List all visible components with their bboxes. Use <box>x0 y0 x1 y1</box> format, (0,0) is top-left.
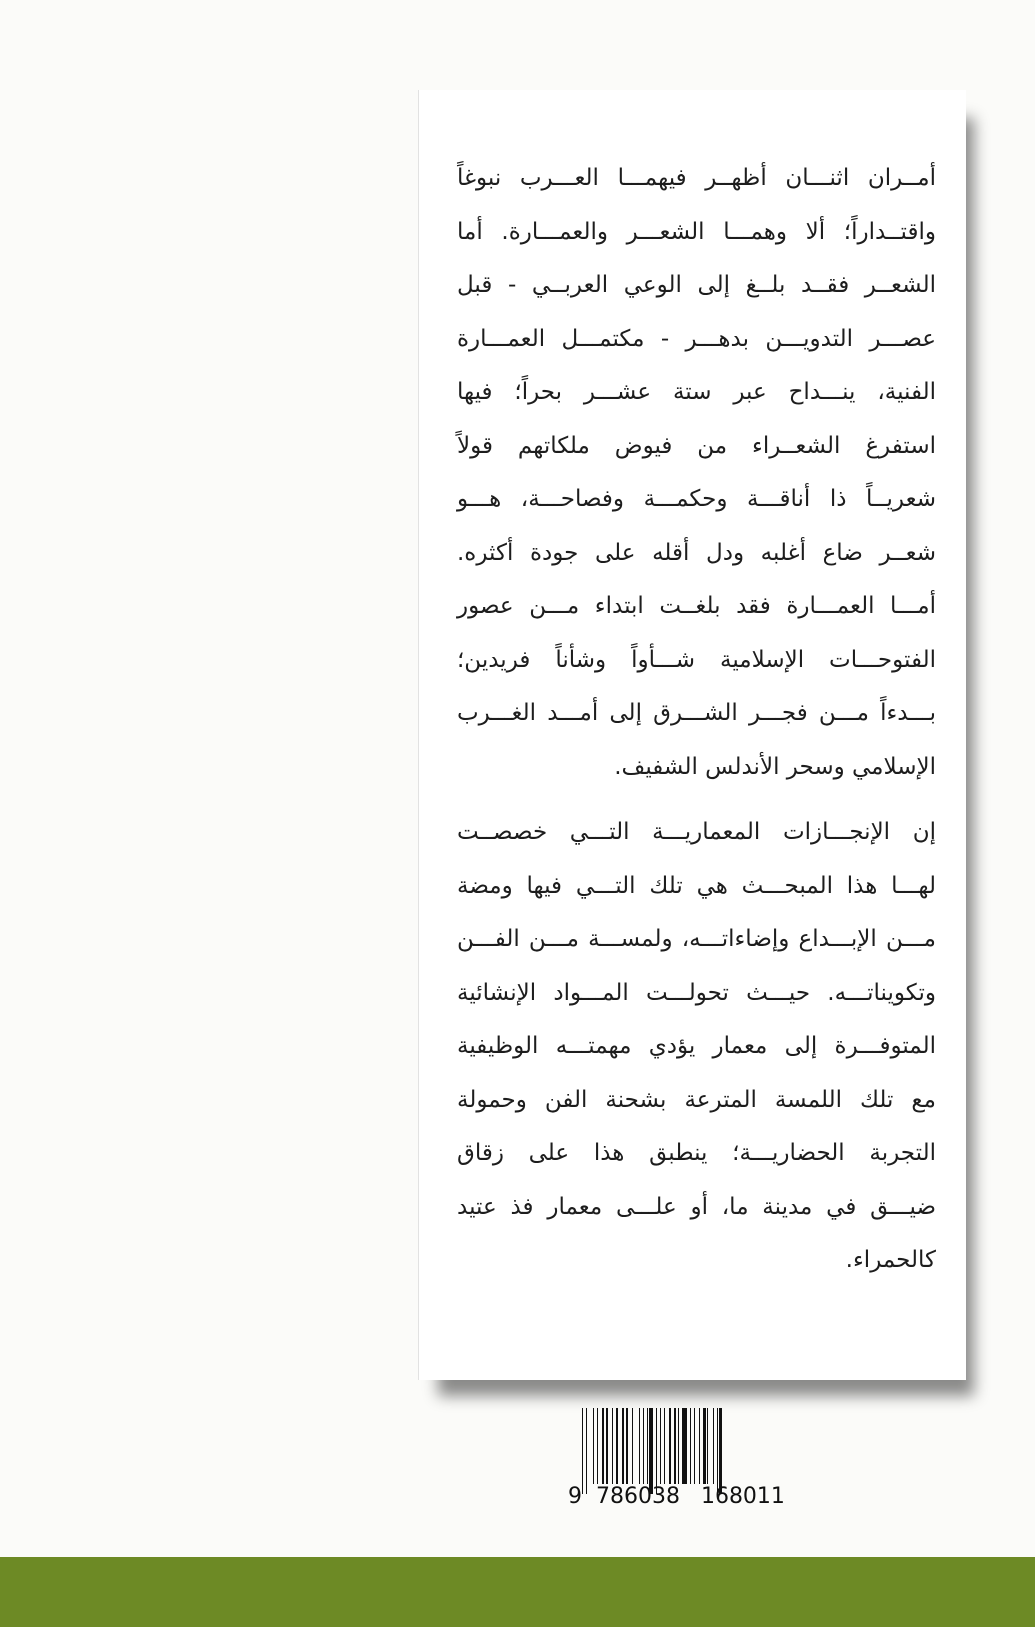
blurb-line: وتكويناتـــه. حيـــث تحولـــت المـــواد الإنشائية <box>457 979 936 1006</box>
blurb-line: كالحمراء. <box>845 1247 936 1273</box>
blurb-line: الفنية، ينـــداح عبر ستة عشـــر بحراً؛ فيها <box>457 379 936 405</box>
blurb-line: الإسلامي وسحر الأندلس الشفيف. <box>614 753 936 780</box>
blurb-line: مـــن الإبـــداع وإضاءاتـــه، ولمســـة مـــن الفـــن <box>457 926 936 952</box>
isbn-digits: 9 786038 168011 <box>568 1484 785 1509</box>
green-cover-band <box>0 1557 1035 1627</box>
blurb-line: بـــدءاً مـــن فجـــر الشـــرق إلى أمـــد الغـــرب <box>457 700 936 726</box>
blurb-line: لهـــا هذا المبحـــث هي تلك التـــي فيها ومضة <box>457 872 936 899</box>
isbn-barcode <box>568 1408 822 1513</box>
back-cover-blurb-card <box>418 90 966 1380</box>
blurb-line: ضيـــق في مدينة ما، أو علـــى معمار فذ عتيد <box>457 1193 936 1220</box>
blurb-line: استفرغ الشعــراء من فيوض ملكاتهم قولاً <box>457 432 936 459</box>
blurb-line: شعــر ضاع أغلبه ودل أقله على جودة أكثره. <box>457 539 936 566</box>
blurb-line: المتوفـــرة إلى معمار يؤدي مهمتـــه الوظيفية <box>457 1033 936 1059</box>
blurb-line: شعريــاً ذا أناقـــة وحكمـــة وفصاحـــة، هـــو <box>457 486 936 512</box>
barcode-bar <box>722 1408 725 1494</box>
blurb-text <box>457 90 936 1380</box>
blurb-line: عصـــر التدويـــن بدهـــر - مكتمـــل العمـــارة <box>457 325 936 352</box>
blurb-line: أمــران اثنـــان أظهــر فيهمـــا العـــرب نبوغاً <box>457 165 936 191</box>
blurb-line: الفتوحـــات الإسلامية شـــأواً وشأناً فريدين؛ <box>457 646 936 673</box>
blurb-line: الشعــر فقــد بلــغ إلى الوعي العربــي - قبل <box>457 272 936 298</box>
blurb-line: واقتــداراً؛ ألا وهمـــا الشعـــر والعمـــارة. أما <box>457 218 936 245</box>
blurb-line: التجربة الحضاريـــة؛ ينطبق هذا على زقاق <box>457 1140 936 1166</box>
blurb-line: مع تلك اللمسة المترعة بشحنة الفن وحمولة <box>457 1086 936 1113</box>
barcode-bars <box>582 1408 822 1486</box>
blurb-line: إن الإنجـــازات المعماريـــة التـــي خصصــت <box>457 819 936 845</box>
blurb-line: أمـــا العمـــارة فقد بلغــت ابتداء مـــن عصور <box>457 593 936 619</box>
